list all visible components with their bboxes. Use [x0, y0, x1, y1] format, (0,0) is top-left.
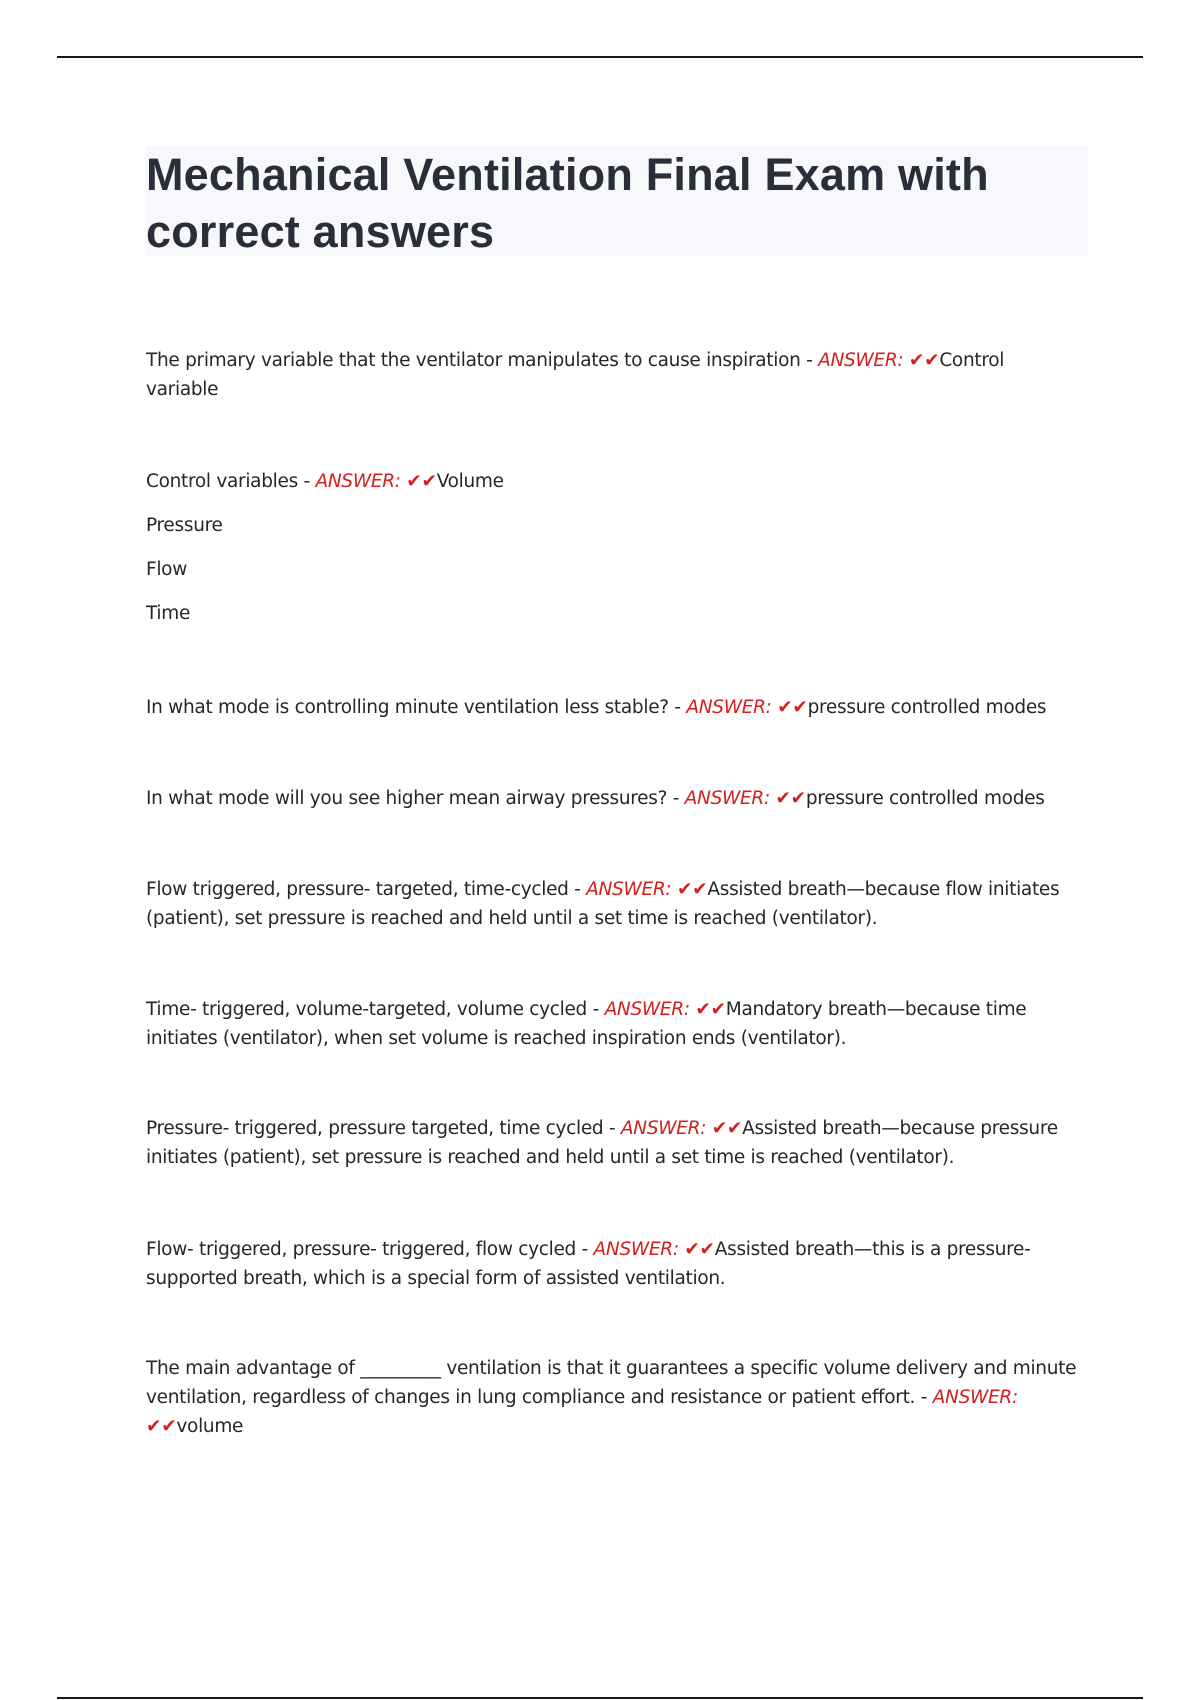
answer-label: ANSWER:: [620, 1118, 707, 1139]
qa-item-2: [146, 467, 1092, 628]
answer-text: pressure controlled modes: [807, 697, 1047, 718]
qa-item-1: [146, 346, 1092, 404]
answer-list-item: Time: [146, 603, 191, 624]
check-mark-icon: ✔✔: [406, 471, 437, 492]
question-text: In what mode is controlling minute ventilation less stable? -: [146, 697, 681, 718]
question-text: Flow triggered, pressure- targeted, time-cycled -: [146, 879, 581, 900]
check-mark-icon: ✔✔: [775, 788, 806, 809]
top-rule: [57, 56, 1143, 58]
check-mark-icon: ✔✔: [711, 1118, 743, 1139]
answer-text: Assisted breath—because flow initiates: [707, 879, 1060, 900]
answer-text: Volume: [436, 471, 504, 492]
answer-text: Control: [939, 350, 1005, 371]
qa-item-9: [146, 1354, 1092, 1441]
answer-list-item: Pressure: [146, 515, 223, 536]
answer-text: Mandatory breath—because time: [725, 999, 1027, 1020]
qa-line-continued: supported breath, which is a special form of assisted ventilation.: [146, 1268, 726, 1289]
document-title: [146, 146, 1088, 260]
qa-line: [146, 1383, 1092, 1412]
question-text: The main advantage of _________ ventilation is that it guarantees a specific volume delivery and minute: [146, 1358, 1077, 1379]
answer-label: ANSWER:: [315, 471, 401, 492]
qa-line: [146, 784, 1092, 813]
question-text-continued: ventilation, regardless of changes in lung compliance and resistance or patient effort. -: [146, 1387, 928, 1408]
qa-item-5: [146, 875, 1092, 933]
qa-line-continued: initiates (patient), set pressure is reached and held until a set time is reached (ventilator).: [146, 1147, 955, 1168]
answer-label: ANSWER:: [593, 1239, 679, 1260]
answer-list-item: Flow: [146, 559, 188, 580]
bottom-rule: [57, 1697, 1143, 1699]
qa-line-continued: variable: [146, 379, 219, 400]
qa-line-answer: [146, 1412, 1092, 1441]
check-mark-icon: ✔✔: [777, 697, 808, 718]
qa-item-3: [146, 693, 1092, 722]
answer-label: ANSWER:: [604, 999, 690, 1020]
qa-item-7: [146, 1114, 1092, 1172]
answer-text: pressure controlled modes: [805, 788, 1045, 809]
check-mark-icon: ✔✔: [908, 350, 940, 371]
answer-text: Assisted breath—this is a pressure-: [714, 1239, 1031, 1260]
qa-line: [146, 467, 1092, 496]
check-mark-icon: ✔✔: [676, 879, 708, 900]
answer-label: ANSWER:: [818, 350, 904, 371]
check-mark-icon: ✔✔: [684, 1239, 715, 1260]
qa-item-8: [146, 1235, 1092, 1293]
document-title-line-1: Mechanical Ventilation Final Exam with: [146, 149, 989, 200]
qa-line: [146, 1114, 1092, 1143]
document-title-line-2: correct answers: [146, 206, 495, 257]
answer-label: ANSWER:: [932, 1387, 1018, 1408]
qa-line: [146, 693, 1092, 722]
answer-text: volume: [176, 1416, 244, 1437]
answer-label: ANSWER:: [686, 697, 772, 718]
answer-label: ANSWER:: [586, 879, 672, 900]
check-mark-icon: ✔✔: [146, 1416, 177, 1437]
question-text: Flow- triggered, pressure- triggered, flow cycled -: [146, 1239, 588, 1260]
qa-line: [146, 346, 1092, 375]
qa-item-6: [146, 995, 1092, 1053]
question-text: In what mode will you see higher mean airway pressures? -: [146, 788, 680, 809]
qa-line: [146, 1235, 1092, 1264]
question-text: Time- triggered, volume-targeted, volume cycled -: [146, 999, 599, 1020]
qa-line: [146, 875, 1092, 904]
check-mark-icon: ✔✔: [695, 999, 726, 1020]
answer-label: ANSWER:: [684, 788, 770, 809]
qa-line-continued: (patient), set pressure is reached and held until a set time is reached (ventilator).: [146, 908, 878, 929]
qa-item-4: [146, 784, 1092, 813]
question-text: Pressure- triggered, pressure targeted, time cycled -: [146, 1118, 616, 1139]
question-text: The primary variable that the ventilator manipulates to cause inspiration -: [146, 350, 813, 371]
qa-line: [146, 995, 1092, 1024]
qa-line-continued: initiates (ventilator), when set volume is reached inspiration ends (ventilator).: [146, 1028, 847, 1049]
answer-text: Assisted breath—because pressure: [742, 1118, 1058, 1139]
question-text: Control variables -: [146, 471, 310, 492]
title-block: [146, 146, 1088, 256]
